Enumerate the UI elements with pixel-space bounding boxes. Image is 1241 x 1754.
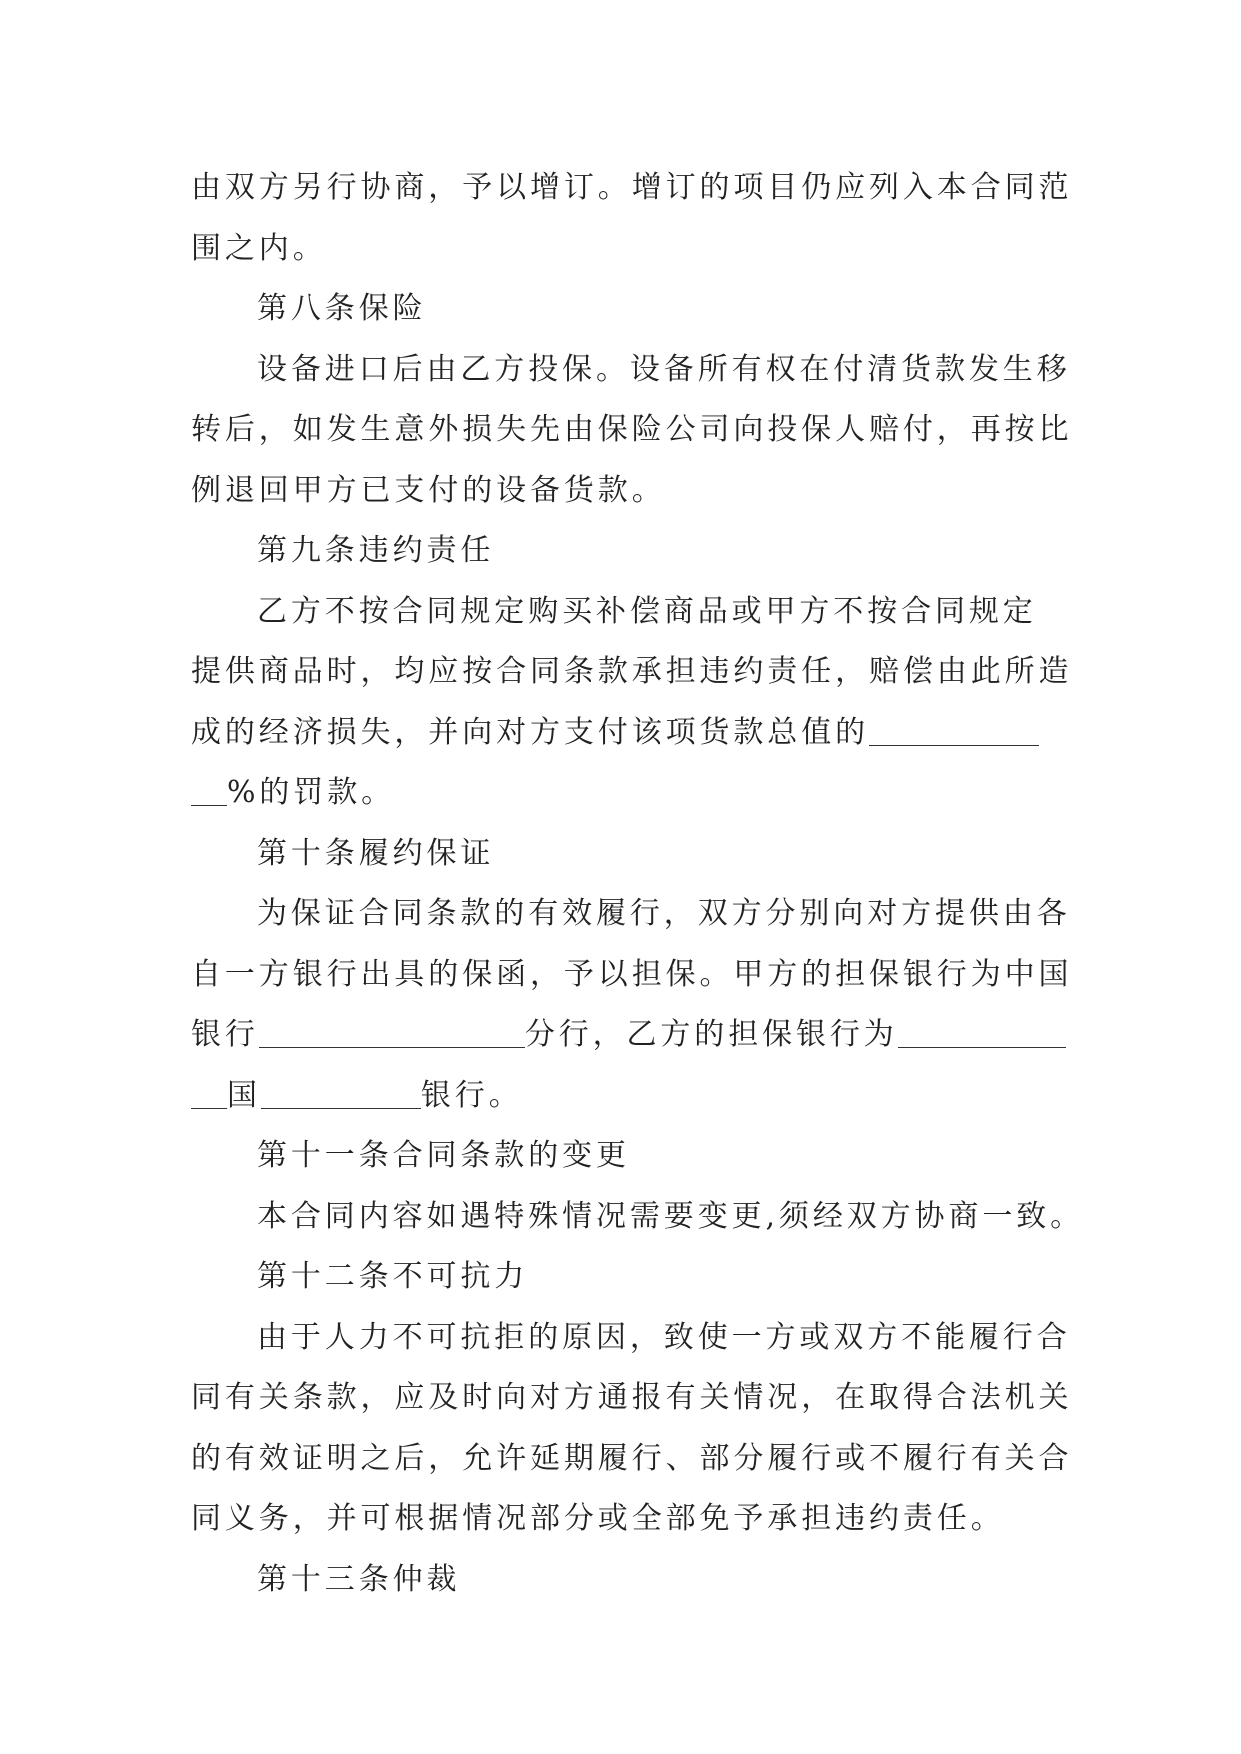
paragraph-text: 银行 [191, 1017, 259, 1052]
paragraph-line: 设备进口后由乙方投保。设备所有权在付清货款发生移 [257, 351, 1071, 387]
article-13-heading: 第十三条仲裁 [257, 1561, 461, 1597]
paragraph-line: 同义务，并可根据情况部分或全部免予承担违约责任。 [191, 1501, 1005, 1536]
fill-in-blank [261, 1078, 421, 1109]
article-11-heading: 第十一条合同条款的变更 [257, 1138, 630, 1173]
paragraph-line: 围之内。 [191, 230, 327, 266]
fill-in-blank [869, 715, 1039, 746]
paragraph-text: 银行。 [420, 1077, 523, 1113]
paragraph-text: 国 [227, 1077, 261, 1113]
paragraph-line-with-blank [191, 1005, 1053, 1066]
paragraph-line: 为保证合同条款的有效履行，双方分别向对方提供由各 [257, 896, 1071, 931]
fill-in-blank [259, 1017, 525, 1048]
paragraph-line: 由于人力不可抗拒的原因，致使一方或双方不能履行合 [257, 1319, 1071, 1355]
fill-in-blank [898, 1017, 1066, 1048]
article-8-heading: 第八条保险 [257, 291, 427, 326]
fill-in-blank [191, 1078, 227, 1109]
paragraph-text: %的罚款。 [227, 775, 396, 810]
paragraph-line: 由双方另行协商，予以增订。增订的项目仍应列入本合同范 [191, 170, 1073, 205]
contract-text [191, 158, 1085, 1610]
paragraph-text: 成的经济损失，并向对方支付该项货款总值的 [191, 714, 869, 750]
article-9-heading: 第九条违约责任 [257, 533, 495, 568]
article-10-heading: 第十条履约保证 [257, 835, 495, 871]
paragraph-line: 的有效证明之后，允许延期履行、部分履行或不履行有关合 [191, 1440, 1073, 1476]
article-12-heading: 第十二条不可抗力 [257, 1259, 529, 1294]
paragraph-line-with-blank [191, 1066, 1053, 1127]
paragraph-line-with-blank [191, 703, 1053, 764]
paragraph-line: 例退回甲方已支付的设备货款。 [191, 472, 666, 508]
paragraph-line: 转后，如发生意外损失先由保险公司向投保人赔付，再按比 [191, 412, 1073, 447]
paragraph-line: 提供商品时，均应按合同条款承担违约责任，赔偿由此所造 [191, 654, 1073, 689]
fill-in-blank [191, 775, 227, 806]
paragraph-line: 本合同内容如遇特殊情况需要变更,须经双方协商一致。 [257, 1198, 1085, 1234]
paragraph-line: 自一方银行出具的保函，予以担保。甲方的担保银行为中国 [191, 956, 1073, 992]
paragraph-text: 分行，乙方的担保银行为 [524, 1017, 898, 1052]
paragraph-line-with-blank [191, 763, 1053, 824]
paragraph-line: 乙方不按合同规定购买补偿商品或甲方不按合同规定 [257, 593, 1037, 629]
paragraph-line: 同有关条款，应及时向对方通报有关情况，在取得合法机关 [191, 1380, 1073, 1415]
